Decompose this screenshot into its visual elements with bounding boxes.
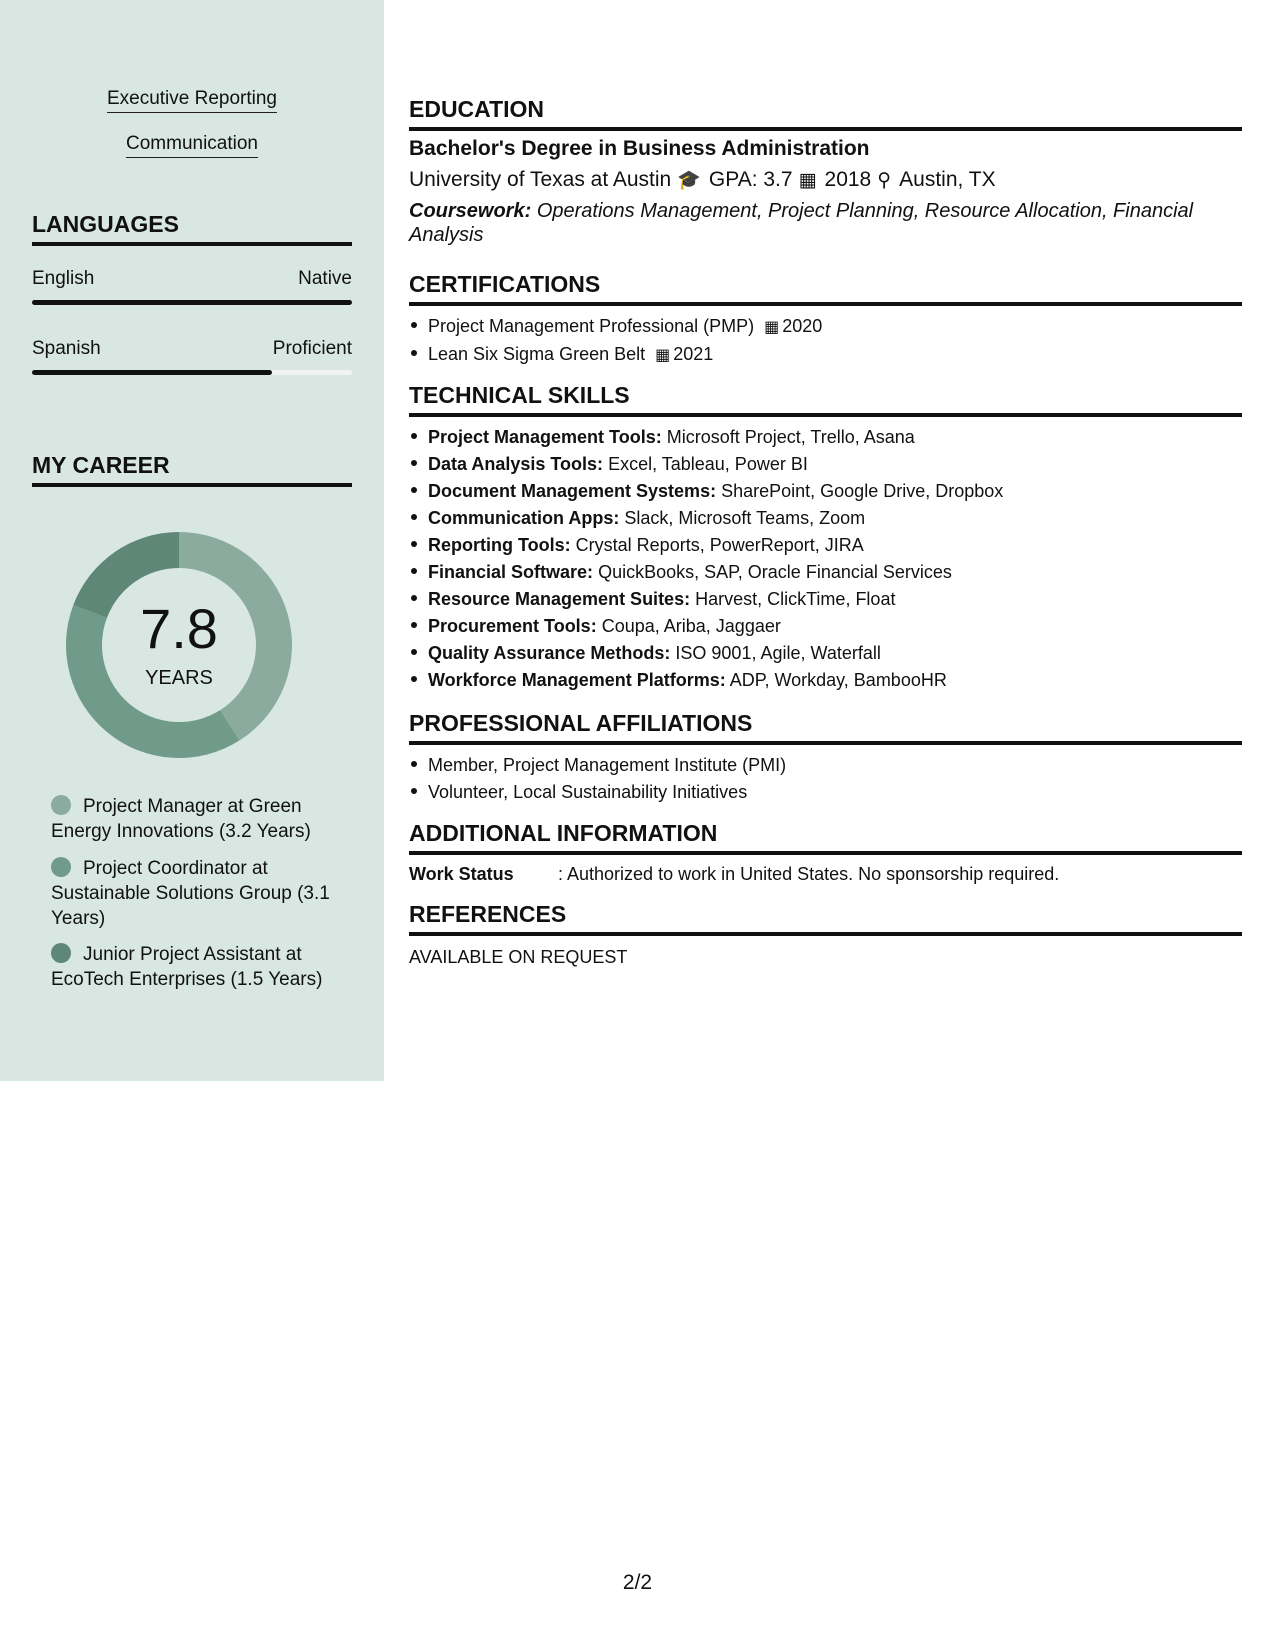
career-heading: MY CAREER — [32, 452, 352, 487]
coursework: Coursework: Operations Management, Project Planning, Resource Allocation, Financial Analysis — [409, 200, 1194, 246]
language-row — [32, 338, 352, 360]
references-text: AVAILABLE ON REQUEST — [409, 947, 628, 967]
page-number: 2/2 — [622, 1571, 653, 1594]
career-legend-item: Project Manager at Green Energy Innovations (3.2 Years) — [51, 796, 311, 842]
list-item: Volunteer, Local Sustainability Initiatives — [428, 779, 786, 806]
education-heading: EDUCATION — [409, 96, 1242, 131]
language-row — [32, 268, 352, 290]
list-item: Quality Assurance Methods: ISO 9001, Agile, Waterfall — [428, 640, 1003, 667]
affiliations-list — [409, 752, 786, 806]
career-total-years: 7.8 — [140, 597, 218, 660]
career-years-unit: YEARS — [145, 667, 213, 689]
certifications-list — [409, 313, 822, 369]
language-proficiency-fill — [32, 370, 272, 375]
list-item: Project Management Tools: Microsoft Project, Trello, Asana — [428, 424, 1003, 451]
list-item: Project Management Professional (PMP) ▦ 2020 — [428, 313, 822, 341]
graduation-cap-icon: 🎓 — [677, 170, 701, 191]
school-name: University of Texas at Austin — [409, 168, 672, 191]
career-donut-chart — [66, 532, 292, 758]
career-legend-item: Junior Project Assistant at EcoTech Enterprises (1.5 Years) — [51, 944, 323, 990]
list-item: Member, Project Management Institute (PMI) — [428, 752, 786, 779]
certifications-heading: CERTIFICATIONS — [409, 271, 1242, 306]
sidebar — [0, 0, 384, 1081]
legend-dot-icon — [51, 857, 71, 877]
references-heading: REFERENCES — [409, 901, 1242, 936]
skill-tag: Communication — [0, 133, 384, 158]
calendar-icon: ▦ — [798, 170, 817, 191]
list-item: Lean Six Sigma Green Belt ▦ 2021 — [428, 341, 822, 369]
location-pin-icon: ⚲ — [877, 170, 892, 191]
calendar-icon: ▦ — [764, 319, 780, 336]
list-item: Workforce Management Platforms: ADP, Workday, BambooHR — [428, 667, 1003, 694]
list-item: Procurement Tools: Coupa, Ariba, Jaggaer — [428, 613, 1003, 640]
work-status: Work Status : Authorized to work in United States. No sponsorship required. — [409, 864, 1060, 884]
language-level: Proficient — [272, 338, 352, 359]
list-item: Communication Apps: Slack, Microsoft Teams, Zoom — [428, 505, 1003, 532]
list-item: Document Management Systems: SharePoint, Google Drive, Dropbox — [428, 478, 1003, 505]
additional-info-heading: ADDITIONAL INFORMATION — [409, 820, 1242, 855]
legend-dot-icon — [51, 943, 71, 963]
list-item: Reporting Tools: Crystal Reports, PowerReport, JIRA — [428, 532, 1003, 559]
language-name: English — [32, 268, 95, 289]
legend-dot-icon — [51, 795, 71, 815]
list-item: Resource Management Suites: Harvest, ClickTime, Float — [428, 586, 1003, 613]
technical-skills-heading: TECHNICAL SKILLS — [409, 382, 1242, 417]
technical-skills-list — [409, 424, 1003, 694]
graduation-year: 2018 — [824, 168, 872, 191]
calendar-icon: ▦ — [655, 347, 671, 364]
gpa: GPA: 3.7 — [708, 168, 793, 191]
education-details — [409, 168, 996, 192]
languages-heading: LANGUAGES — [32, 211, 352, 246]
list-item: Financial Software: QuickBooks, SAP, Oracle Financial Services — [428, 559, 1003, 586]
language-name: Spanish — [32, 338, 101, 359]
affiliations-heading: PROFESSIONAL AFFILIATIONS — [409, 710, 1242, 745]
list-item: Data Analysis Tools: Excel, Tableau, Power BI — [428, 451, 1003, 478]
language-level: Native — [298, 268, 352, 289]
skill-tag: Executive Reporting — [0, 88, 384, 113]
education-location: Austin, TX — [899, 168, 996, 191]
language-proficiency-bar — [32, 300, 352, 305]
language-proficiency-fill — [32, 300, 352, 305]
language-proficiency-bar — [32, 370, 352, 375]
degree-title: Bachelor's Degree in Business Administration — [409, 137, 870, 160]
career-legend-item: Project Coordinator at Sustainable Solutions Group (3.1 Years) — [51, 858, 330, 929]
